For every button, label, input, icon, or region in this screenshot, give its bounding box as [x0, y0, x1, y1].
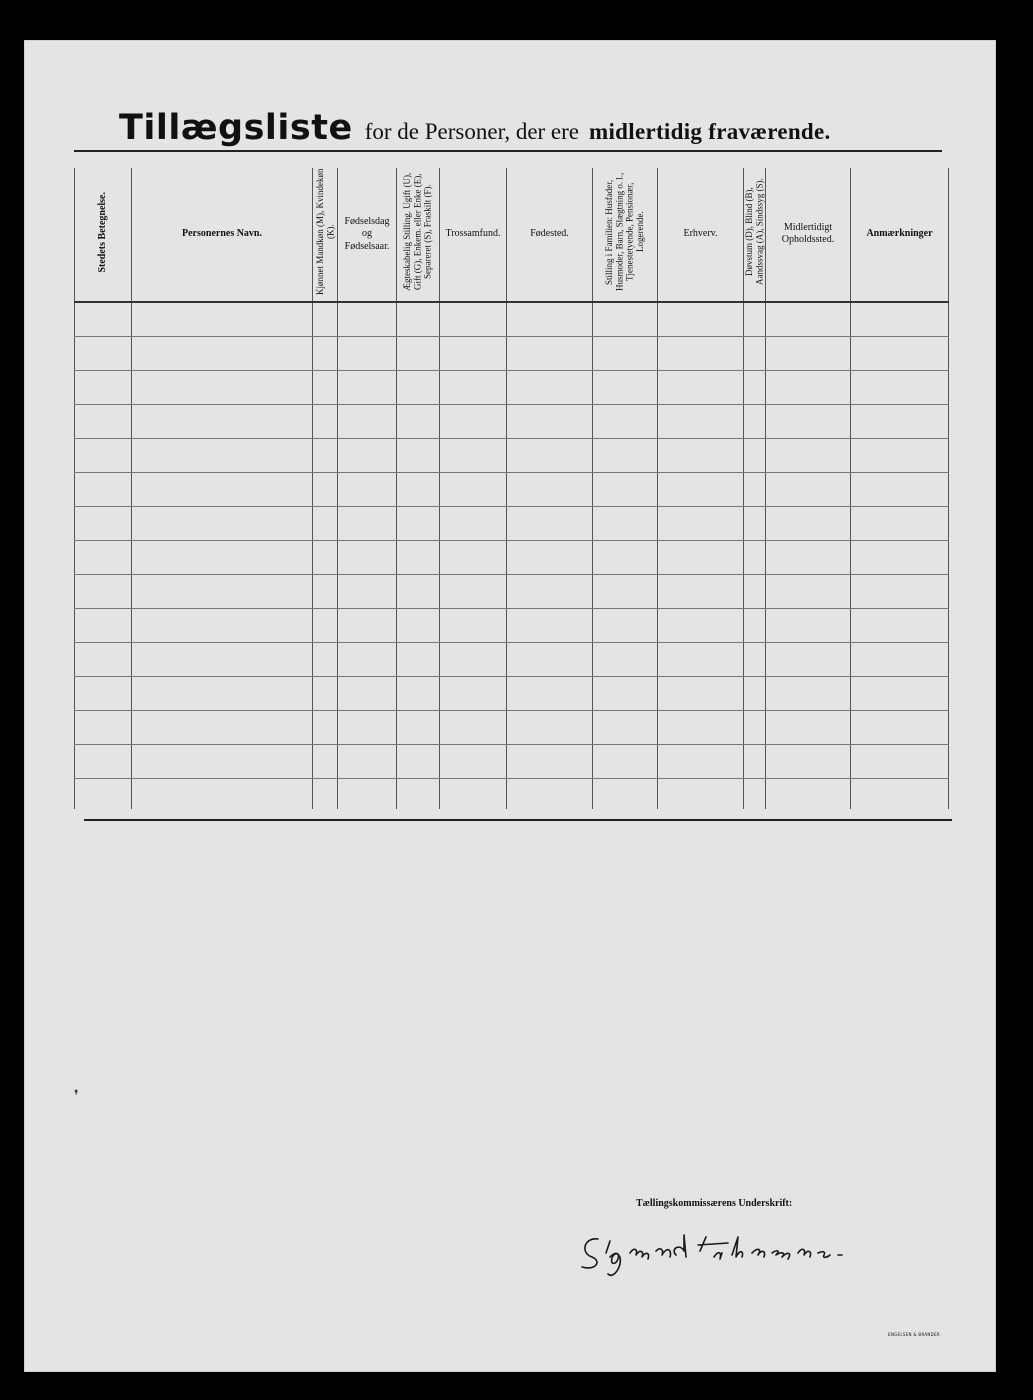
table-cell	[397, 676, 440, 710]
table-cell	[851, 336, 949, 370]
table-cell	[766, 676, 851, 710]
table-cell	[397, 404, 440, 438]
table-row	[75, 336, 949, 370]
table-bottom-divider	[84, 819, 952, 821]
table-cell	[338, 676, 397, 710]
table-cell	[593, 744, 658, 778]
table-cell	[440, 506, 507, 540]
table-cell	[766, 506, 851, 540]
column-label: Anmærkninger	[866, 228, 933, 239]
table-cell	[75, 540, 132, 574]
table-cell	[593, 608, 658, 642]
table-cell	[440, 302, 507, 337]
column-header-temporary-residence	[766, 168, 851, 302]
table-cell	[593, 574, 658, 608]
table-cell	[313, 506, 338, 540]
table-cell	[593, 676, 658, 710]
table-cell	[766, 438, 851, 472]
table-cell	[75, 778, 132, 809]
table-cell	[507, 472, 593, 506]
table-row	[75, 642, 949, 676]
table-cell	[313, 744, 338, 778]
column-header-place	[75, 168, 132, 302]
table-cell	[593, 778, 658, 809]
table-cell	[593, 710, 658, 744]
table-cell	[313, 642, 338, 676]
table-cell	[313, 608, 338, 642]
table-cell	[507, 540, 593, 574]
table-cell	[132, 506, 313, 540]
table-cell	[397, 744, 440, 778]
table-cell	[593, 404, 658, 438]
ink-smudge: ❜	[74, 1089, 79, 1104]
table-cell	[593, 472, 658, 506]
table-cell	[75, 302, 132, 337]
table-header-row	[75, 168, 949, 302]
table-cell	[593, 336, 658, 370]
column-header-marital-status	[397, 168, 440, 302]
table-cell	[766, 642, 851, 676]
table-cell	[338, 710, 397, 744]
table-cell	[75, 608, 132, 642]
table-cell	[440, 744, 507, 778]
table-cell	[507, 574, 593, 608]
table-cell	[658, 744, 744, 778]
table-cell	[744, 710, 766, 744]
table-cell	[313, 336, 338, 370]
table-cell	[440, 710, 507, 744]
table-cell	[744, 370, 766, 404]
table-cell	[658, 438, 744, 472]
table-cell	[75, 642, 132, 676]
column-header-sex	[313, 168, 338, 302]
census-table-wrapper	[74, 168, 948, 809]
table-cell	[658, 676, 744, 710]
table-cell	[440, 642, 507, 676]
table-cell	[851, 540, 949, 574]
table-cell	[440, 336, 507, 370]
table-row	[75, 744, 949, 778]
column-header-remarks	[851, 168, 949, 302]
table-cell	[507, 676, 593, 710]
table-cell	[440, 404, 507, 438]
column-label: Ægteskabelig Stilling. Ugift (U), Gift (G), Enkem. eller Enke (E), Separeret (S), Fraskilt (F).	[402, 172, 434, 292]
table-cell	[851, 506, 949, 540]
table-row	[75, 302, 949, 337]
printer-mark: ENGELSEN & BRANDER	[888, 1332, 940, 1337]
table-cell	[397, 438, 440, 472]
handwritten-signature	[576, 1227, 876, 1277]
census-form-page	[24, 40, 996, 1372]
table-cell	[132, 642, 313, 676]
table-cell	[507, 608, 593, 642]
table-cell	[507, 404, 593, 438]
table-cell	[338, 574, 397, 608]
table-cell	[766, 710, 851, 744]
table-cell	[744, 778, 766, 809]
table-cell	[338, 608, 397, 642]
table-cell	[75, 676, 132, 710]
table-cell	[132, 710, 313, 744]
table-cell	[75, 336, 132, 370]
table-row	[75, 472, 949, 506]
title-subtitle: for de Personer, der ere	[364, 119, 580, 144]
table-row	[75, 676, 949, 710]
table-cell	[132, 744, 313, 778]
table-cell	[658, 472, 744, 506]
table-cell	[397, 608, 440, 642]
table-cell	[75, 472, 132, 506]
table-cell	[744, 302, 766, 337]
column-header-family-position	[593, 168, 658, 302]
table-cell	[507, 642, 593, 676]
title-divider	[74, 150, 942, 152]
table-cell	[744, 642, 766, 676]
table-cell	[338, 370, 397, 404]
column-label: Stedets Betegnelse.	[97, 191, 109, 273]
table-cell	[132, 302, 313, 337]
table-cell	[851, 472, 949, 506]
table-cell	[440, 540, 507, 574]
table-cell	[766, 608, 851, 642]
table-cell	[338, 540, 397, 574]
table-cell	[132, 472, 313, 506]
table-row	[75, 608, 949, 642]
table-cell	[313, 302, 338, 337]
table-row	[75, 574, 949, 608]
table-cell	[75, 744, 132, 778]
table-cell	[338, 642, 397, 676]
table-cell	[766, 574, 851, 608]
signature-label: Tællingskommissærens Underskrift:	[636, 1198, 793, 1209]
table-cell	[507, 506, 593, 540]
table-cell	[313, 438, 338, 472]
table-cell	[313, 778, 338, 809]
table-cell	[397, 302, 440, 337]
census-table	[74, 168, 949, 809]
table-cell	[397, 778, 440, 809]
table-cell	[658, 404, 744, 438]
table-cell	[338, 404, 397, 438]
table-cell	[658, 574, 744, 608]
table-cell	[766, 778, 851, 809]
column-label: Kjønnet Mandkøn (M), Kvindekøn (K).	[314, 168, 335, 296]
table-cell	[313, 370, 338, 404]
table-cell	[851, 404, 949, 438]
table-cell	[851, 608, 949, 642]
table-cell	[440, 608, 507, 642]
table-cell	[593, 370, 658, 404]
table-cell	[593, 506, 658, 540]
table-cell	[338, 744, 397, 778]
table-cell	[766, 302, 851, 337]
column-label: Personernes Navn.	[182, 228, 262, 239]
table-cell	[313, 574, 338, 608]
table-cell	[313, 540, 338, 574]
column-label: Erhverv.	[683, 228, 718, 239]
table-cell	[132, 370, 313, 404]
table-cell	[397, 336, 440, 370]
table-cell	[766, 472, 851, 506]
column-header-occupation	[658, 168, 744, 302]
table-cell	[440, 778, 507, 809]
table-cell	[851, 438, 949, 472]
table-cell	[132, 608, 313, 642]
table-cell	[75, 404, 132, 438]
table-cell	[658, 540, 744, 574]
table-cell	[397, 642, 440, 676]
table-cell	[75, 438, 132, 472]
table-cell	[766, 404, 851, 438]
table-cell	[658, 302, 744, 337]
table-cell	[313, 472, 338, 506]
table-cell	[507, 710, 593, 744]
table-cell	[744, 506, 766, 540]
table-cell	[507, 370, 593, 404]
column-header-religion	[440, 168, 507, 302]
table-cell	[440, 676, 507, 710]
title-main: Tillægsliste	[119, 108, 353, 148]
table-cell	[338, 778, 397, 809]
table-cell	[658, 642, 744, 676]
table-cell	[132, 574, 313, 608]
table-cell	[851, 676, 949, 710]
table-cell	[593, 438, 658, 472]
table-cell	[338, 438, 397, 472]
table-cell	[507, 302, 593, 337]
table-cell	[507, 744, 593, 778]
table-cell	[766, 336, 851, 370]
column-label: Trossamfund.	[445, 228, 501, 239]
table-cell	[397, 370, 440, 404]
table-row	[75, 710, 949, 744]
table-cell	[658, 506, 744, 540]
table-cell	[744, 540, 766, 574]
table-cell	[658, 778, 744, 809]
table-cell	[132, 540, 313, 574]
table-row	[75, 404, 949, 438]
table-cell	[766, 744, 851, 778]
table-cell	[507, 336, 593, 370]
table-cell	[766, 540, 851, 574]
table-cell	[593, 642, 658, 676]
table-cell	[440, 472, 507, 506]
table-cell	[440, 574, 507, 608]
table-cell	[851, 642, 949, 676]
column-header-name	[132, 168, 313, 302]
table-cell	[744, 404, 766, 438]
table-cell	[744, 472, 766, 506]
column-header-disability	[744, 168, 766, 302]
title-emphasis: midlertidig fraværende.	[589, 119, 831, 144]
column-label: Midlertidigt Opholdssted.	[781, 221, 835, 246]
table-cell	[338, 472, 397, 506]
table-cell	[132, 676, 313, 710]
table-cell	[851, 710, 949, 744]
table-cell	[338, 506, 397, 540]
column-label: Fødselsdag og Fødselsaar.	[344, 215, 390, 252]
table-cell	[744, 438, 766, 472]
table-cell	[75, 710, 132, 744]
table-cell	[851, 778, 949, 809]
table-cell	[397, 710, 440, 744]
table-cell	[766, 370, 851, 404]
table-cell	[132, 778, 313, 809]
table-cell	[440, 438, 507, 472]
table-cell	[313, 676, 338, 710]
table-row	[75, 438, 949, 472]
table-row	[75, 506, 949, 540]
column-label: Fødested.	[530, 228, 569, 239]
table-cell	[744, 336, 766, 370]
table-row	[75, 370, 949, 404]
table-cell	[507, 438, 593, 472]
table-cell	[658, 608, 744, 642]
table-cell	[313, 404, 338, 438]
table-cell	[397, 574, 440, 608]
table-cell	[658, 710, 744, 744]
column-header-birthplace	[507, 168, 593, 302]
table-cell	[338, 336, 397, 370]
table-cell	[593, 540, 658, 574]
table-cell	[132, 336, 313, 370]
form-title	[119, 108, 919, 156]
table-cell	[397, 506, 440, 540]
column-label: Døvstum (D), Blind (B), Aandssvag (A), Sindssyg (S).	[744, 178, 765, 286]
table-cell	[851, 574, 949, 608]
table-cell	[397, 472, 440, 506]
table-cell	[744, 676, 766, 710]
table-cell	[397, 540, 440, 574]
column-label: Stilling i Familien: Husfader, Husmoder, Barn, Slægtning o. l., Tjenestetyende, Pensionær, Logerende.	[604, 172, 646, 292]
table-cell	[851, 370, 949, 404]
table-cell	[744, 608, 766, 642]
table-cell	[851, 744, 949, 778]
table-cell	[744, 574, 766, 608]
table-cell	[507, 778, 593, 809]
table-row	[75, 778, 949, 809]
table-cell	[658, 370, 744, 404]
table-cell	[744, 744, 766, 778]
table-cell	[440, 370, 507, 404]
table-cell	[75, 574, 132, 608]
table-cell	[132, 404, 313, 438]
table-body	[75, 302, 949, 809]
table-cell	[75, 506, 132, 540]
table-cell	[313, 710, 338, 744]
table-cell	[851, 302, 949, 337]
column-header-birthdate	[338, 168, 397, 302]
table-row	[75, 540, 949, 574]
table-cell	[75, 370, 132, 404]
table-cell	[658, 336, 744, 370]
table-cell	[132, 438, 313, 472]
table-cell	[593, 302, 658, 337]
table-cell	[338, 302, 397, 337]
